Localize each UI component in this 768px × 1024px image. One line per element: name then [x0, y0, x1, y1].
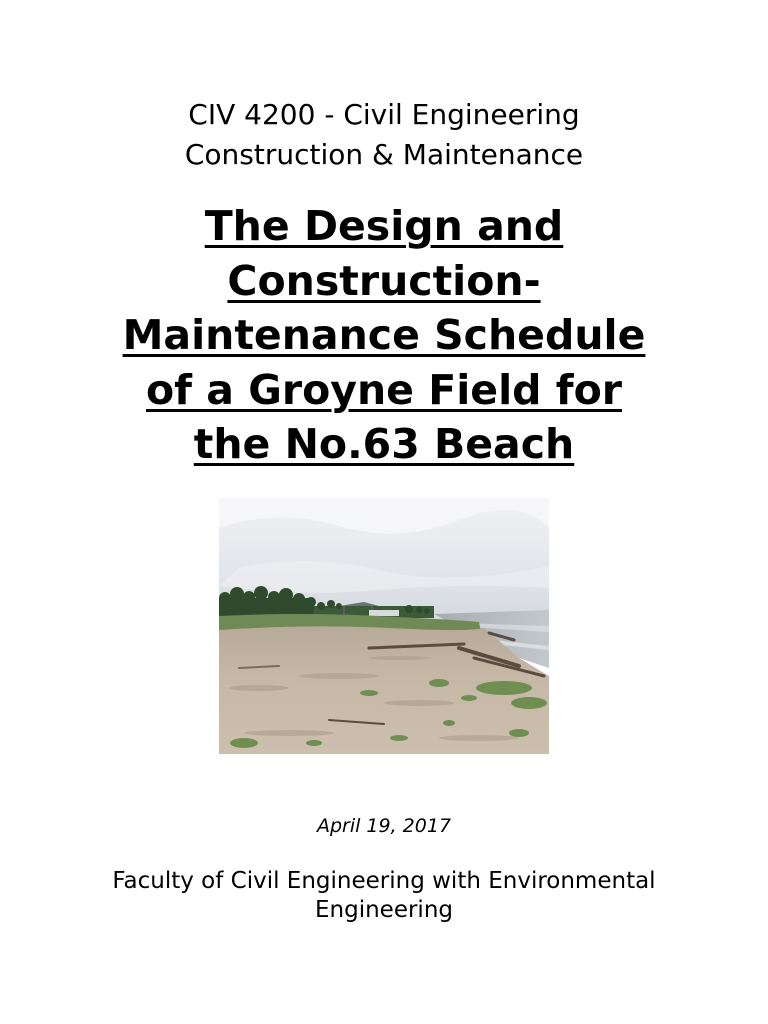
faculty-line-1: Faculty of Civil Engineering with Environmental — [112, 868, 656, 894]
faculty-line-2: Engineering — [315, 897, 453, 923]
title-line-1: The Design and — [204, 202, 564, 250]
title-line-5: the No.63 Beach — [193, 420, 575, 468]
document-date: April 19, 2017 — [316, 815, 452, 837]
title-line-2: Construction- — [227, 256, 541, 305]
title-line-4: of a Groyne Field for — [145, 365, 623, 414]
course-line-1: CIV 4200 - Civil Engineering — [188, 98, 580, 131]
document-title — [0, 199, 768, 472]
faculty-name — [0, 867, 768, 925]
course-heading — [0, 95, 768, 175]
title-line-3: Maintenance Schedule — [122, 311, 646, 359]
course-line-2: Construction & Maintenance — [184, 138, 584, 171]
beach-photo — [219, 498, 549, 754]
